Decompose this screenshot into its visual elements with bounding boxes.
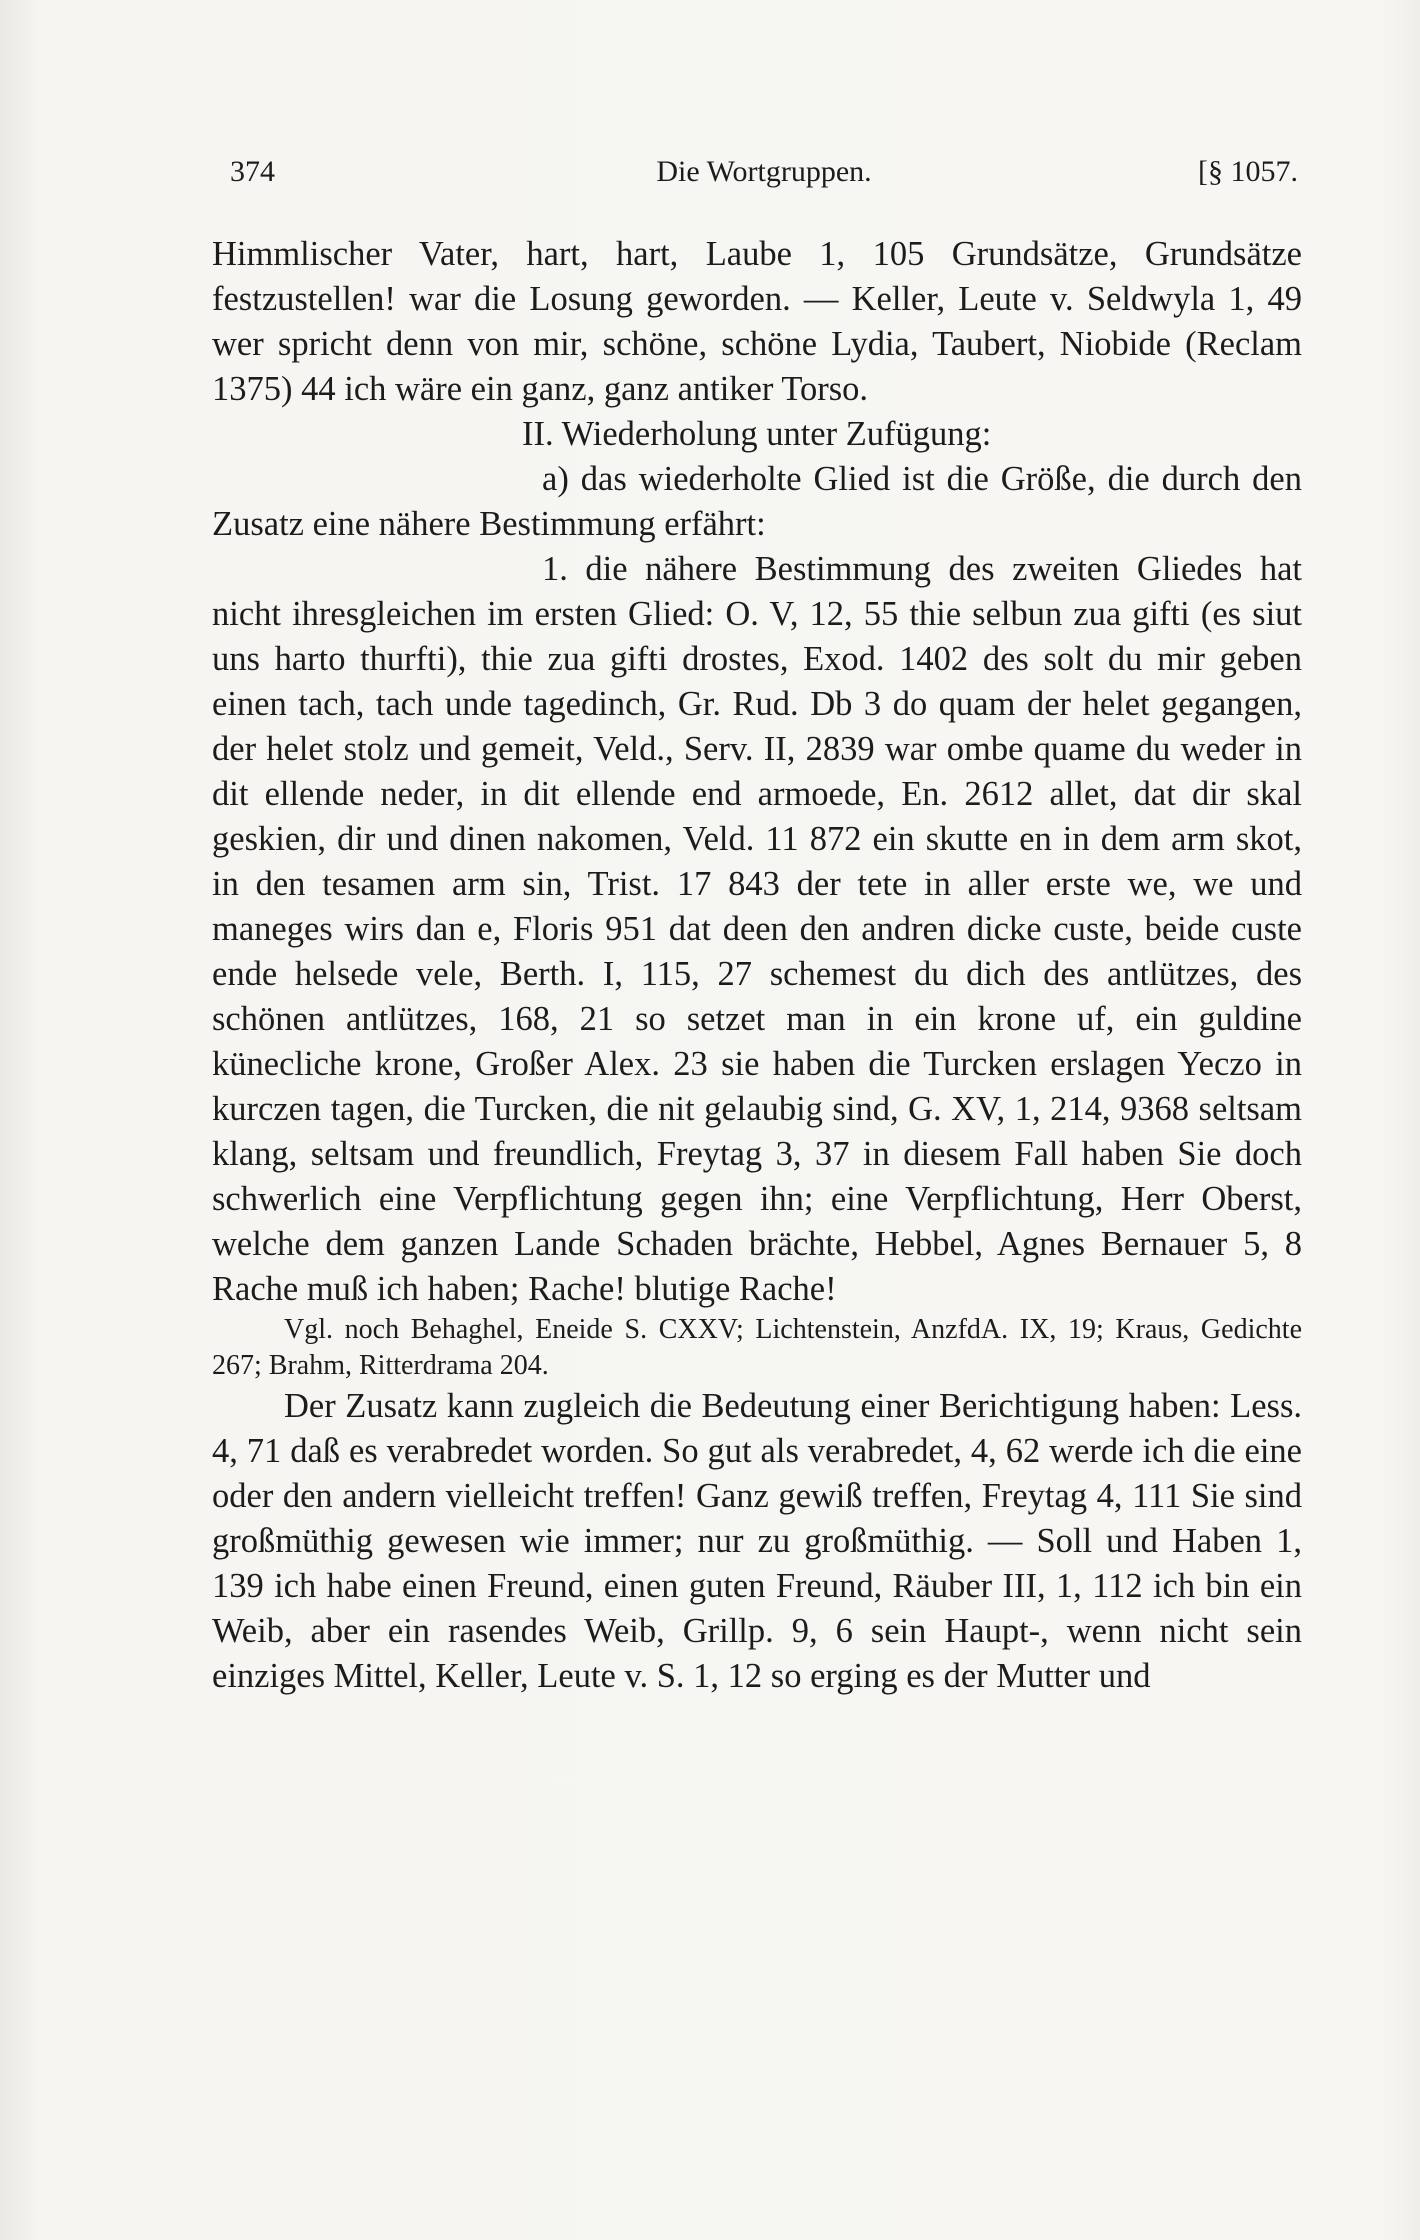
page-number: 374 bbox=[230, 155, 275, 188]
main-text bbox=[212, 232, 1302, 1699]
running-title: Die Wortgruppen. bbox=[656, 155, 872, 188]
running-header bbox=[230, 155, 1298, 195]
paragraph-examples-1: Himmlischer Vater, hart, hart, Laube 1, 105 Grundsätze, Grundsätze festzustellen! war die Losung geworden. — Keller, Leute v. Seldwyla 1, 49 wer spricht denn von mir, schöne, schöne Lydia, Taubert, Niobide (Reclam 1375) 44 ich wäre ein ganz, ganz antiker Torso. bbox=[212, 235, 1302, 408]
footnote-references: Vgl. noch Behaghel, Eneide S. CXXV; Lichtenstein, AnzfdA. IX, 19; Kraus, Gedichte 267; Brahm, Ritterdrama 204. bbox=[212, 1314, 1302, 1381]
paragraph-berichtigung: Der Zusatz kann zugleich die Bedeutung einer Berichtigung haben: Less. 4, 71 daß es verabredet worden. So gut als verabredet, 4, 62 werde ich die eine oder den andern vielleicht treffen! Ganz gewiß treffen, Freytag 4, 111 Sie sind großmüthig gewesen wie immer; nur zu großmüthig. — Soll und Haben 1, 139 ich habe einen Freund, einen guten Freund, Räuber III, 1, 112 ich bin ein Weib, aber ein rasendes Weib, Grillp. 9, 6 sein Haupt-, wenn nicht sein einziges Mittel, Keller, Leute v. S. 1, 12 so erging es der Mutter und bbox=[212, 1387, 1302, 1695]
heading-wiederholung: II. Wiederholung unter Zufügung: bbox=[522, 415, 992, 453]
paragraph-examples-2: 1. die nähere Bestimmung des zweiten Gliedes hat nicht ihresgleichen im ersten Glied: O. V, 12, 55 thie selbun zua gifti (es siut uns harto thurfti), thie zua gifti drostes, Exod. 1402 des solt du mir geben einen tach, tach unde tagedinch, Gr. Rud. Db 3 do quam der helet gegangen, der helet stolz und gemeit, Veld., Serv. II, 2839 war ombe quame du weder in dit ellende neder, in dit ellende end armoede, En. 2612 allet, dat dir skal geskien, dir und dinen nakomen, Veld. 11 872 ein skutte en in dem arm skot, in den tesamen arm sin, Trist. 17 843 der tete in aller erste we, we und maneges wirs dan e, Floris 951 dat deen den andren dicke custe, beide custe ende helsede vele, Berth. I, 115, 27 schemest du dich des antlützes, des schönen antlützes, 168, 21 so setzet man in ein krone uf, ein guldine künecliche krone, Großer Alex. 23 sie haben die Turcken erslagen Yeczo in kurczen tagen, die Turcken, die nit gelaubig sind, G. XV, 1, 214, 9368 seltsam klang, seltsam und freundlich, Freytag 3, 37 in diesem Fall haben Sie doch schwerlich eine Verpflichtung gegen ihn; eine Verpflichtung, Herr Oberst, welche dem ganzen Lande Schaden brächte, Hebbel, Agnes Bernauer 5, 8 Rache muß ich haben; Rache! blutige Rache! bbox=[212, 550, 1302, 1308]
section-marker: [§ 1057. bbox=[1198, 155, 1298, 188]
subheading-a: a) das wiederholte Glied ist die Größe, die durch den Zusatz eine nähere Bestimmung erfährt: bbox=[212, 460, 1302, 543]
